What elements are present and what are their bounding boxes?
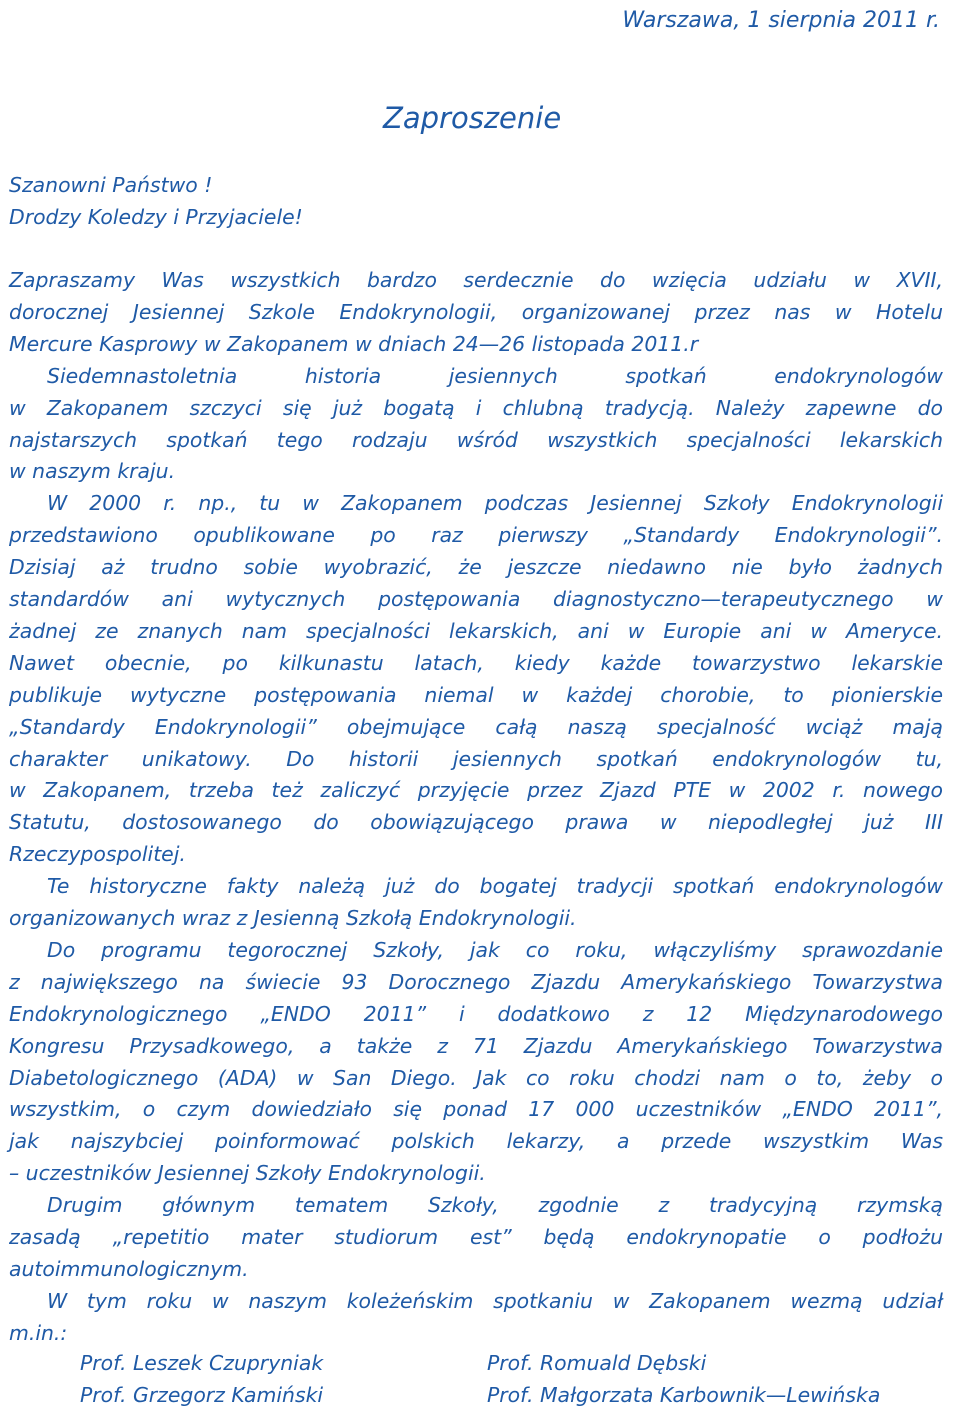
body-line: z największego na świecie 93 Dorocznego Zjazdu Amerykańskiego Towarzystwa — [9, 969, 943, 994]
body-line: W tym roku w naszym koleżeńskim spotkaniu w Zakopanem wezmą udział — [47, 1288, 943, 1313]
salutation-line-2: Drodzy Koledzy i Przyjaciele! — [9, 205, 303, 229]
body-line: organizowanych wraz z Jesienną Szkołą Endokrynologii. — [9, 906, 577, 930]
body-line: – uczestników Jesiennej Szkoły Endokrynologii. — [9, 1161, 486, 1186]
body-line: Mercure Kasprowy w Zakopanem w dniach 24—26 listopada 2011.r — [9, 331, 699, 356]
body-line: w Zakopanem szczyci się już bogatą i chlubną tradycją. Należy zapewne do — [9, 395, 943, 420]
letter-title: Zaproszenie — [383, 101, 562, 135]
body-line: przedstawiono opublikowane po raz pierwszy „Standardy Endokrynologii”. — [9, 523, 943, 548]
body-line: charakter unikatowy. Do historii jesiennych spotkań endokrynologów tu, — [9, 746, 943, 771]
speaker-name: Prof. Grzegorz Kamiński — [80, 1383, 324, 1407]
body-line: w naszym kraju. — [9, 459, 176, 484]
body-line: publikuje wytyczne postępowania niemal w każdej chorobie, to pionierskie — [9, 682, 943, 707]
speaker-name: Prof. Leszek Czupryniak — [80, 1351, 324, 1375]
salutation-line-1: Szanowni Państwo ! — [9, 173, 213, 197]
body-line: autoimmunologicznym. — [9, 1256, 249, 1281]
body-line: „Standardy Endokrynologii” obejmujące całą naszą specjalność wciąż mają — [9, 714, 943, 739]
body-line: Do programu tegorocznej Szkoły, jak co roku, włączyliśmy sprawozdanie — [47, 937, 943, 962]
speaker-name: Prof. Małgorzata Karbownik—Lewińska — [487, 1383, 881, 1407]
body-line: Statutu, dostosowanego do obowiązującego prawa w niepodległej już III — [9, 810, 943, 835]
body-line: żadnej ze znanych nam specjalności lekarskich, ani w Europie ani w Ameryce. — [9, 618, 943, 643]
body-line: Te historyczne fakty należą już do bogatej tradycji spotkań endokrynologów — [47, 874, 943, 899]
body-line: Endokrynologicznego „ENDO 2011” i dodatkowo z 12 Międzynarodowego — [9, 1001, 943, 1026]
body-line: zasadą „repetitio mater studiorum est” będą endokrynopatie o podłożu — [9, 1225, 943, 1249]
body-line: wszystkim, o czym dowiedziało się ponad 17 000 uczestników „ENDO 2011”, — [9, 1097, 943, 1122]
body-line: Kongresu Przysadkowego, a także z 71 Zjazdu Amerykańskiego Towarzystwa — [9, 1033, 943, 1058]
body-line: Drugim głównym tematem Szkoły, zgodnie z tradycyjną rzymską — [47, 1193, 943, 1218]
body-line: Diabetologicznego (ADA) w San Diego. Jak co roku chodzi nam o to, żeby o — [9, 1065, 943, 1090]
body-line: Dzisiaj aż trudno sobie wyobrazić, że jeszcze niedawno nie było żadnych — [9, 555, 943, 580]
body-line: Nawet obecnie, po kilkunastu latach, kiedy każde towarzystwo lekarskie — [9, 650, 943, 675]
body-line: w Zakopanem, trzeba też zaliczyć przyjęcie przez Zjazd PTE w 2002 r. nowego — [9, 778, 943, 803]
body-line: m.in.: — [9, 1320, 68, 1345]
body-line: W 2000 r. np., tu w Zakopanem podczas Jesiennej Szkoły Endokrynologii — [47, 491, 943, 516]
body-line: standardów ani wytycznych postępowania diagnostyczno—terapeutycznego w — [9, 587, 943, 611]
body-line: najstarszych spotkań tego rodzaju wśród wszystkich specjalności lekarskich — [9, 427, 943, 452]
speaker-name: Prof. Romuald Dębski — [487, 1351, 707, 1375]
body-line: Siedemnastoletnia historia jesiennych spotkań endokrynologów — [47, 363, 943, 388]
letter-date: Warszawa, 1 sierpnia 2011 r. — [622, 8, 940, 33]
body-line: Rzeczypospolitej. — [9, 842, 186, 867]
body-line: jak najszybciej poinformować polskich lekarzy, a przede wszystkim Was — [9, 1129, 943, 1154]
body-line: Zapraszamy Was wszystkich bardzo serdecznie do wzięcia udziału w XVII, — [9, 268, 943, 292]
body-line: dorocznej Jesiennej Szkole Endokrynologii, organizowanej przez nas w Hotelu — [9, 299, 943, 324]
